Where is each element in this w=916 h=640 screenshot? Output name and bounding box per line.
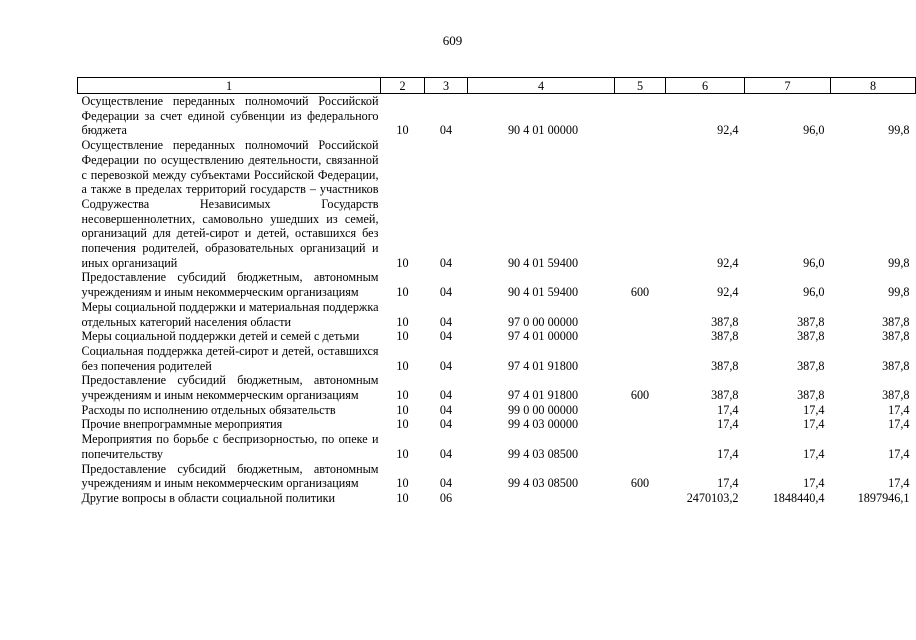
header-cell: 6 bbox=[666, 78, 745, 94]
amount-year-3: 17,4 bbox=[888, 417, 910, 432]
subsection-code: 04 bbox=[439, 255, 453, 270]
target-article-code: 97 4 01 00000 bbox=[507, 329, 579, 344]
amount-year-1: 17,4 bbox=[717, 446, 739, 461]
expense-name: Предоставление субсидий бюджетным, автономным учреждениям и иным некоммерческим организациям bbox=[81, 373, 379, 403]
amount-year-2: 17,4 bbox=[803, 446, 825, 461]
expense-name: Меры социальной поддержки детей и семей с детьми bbox=[81, 329, 360, 344]
target-article-code: 99 0 00 00000 bbox=[507, 402, 579, 417]
target-article-code: 97 0 00 00000 bbox=[507, 314, 579, 329]
section-code: 10 bbox=[396, 490, 409, 505]
target-article-code: 97 4 01 91800 bbox=[507, 388, 579, 403]
section-code: 10 bbox=[396, 358, 409, 373]
amount-year-2: 96,0 bbox=[803, 255, 825, 270]
header-cell: 2 bbox=[381, 78, 425, 94]
section-code: 10 bbox=[396, 417, 409, 432]
expense-name: Предоставление субсидий бюджетным, автономным учреждениям и иным некоммерческим организациям bbox=[81, 461, 379, 491]
target-article-code: 99 4 03 08500 bbox=[507, 446, 579, 461]
section-code: 10 bbox=[396, 123, 409, 138]
amount-year-1: 387,8 bbox=[711, 314, 739, 329]
expense-type-code bbox=[615, 329, 666, 344]
subsection-code: 04 bbox=[439, 402, 453, 417]
section-code: 10 bbox=[396, 255, 409, 270]
section-code: 10 bbox=[396, 329, 409, 344]
header-row bbox=[78, 78, 916, 94]
expense-name: Расходы по исполнению отдельных обязательств bbox=[81, 402, 336, 417]
subsection-code: 04 bbox=[439, 314, 453, 329]
subsection-code: 04 bbox=[439, 476, 453, 491]
amount-year-3: 17,4 bbox=[888, 446, 910, 461]
amount-year-3: 1897946,1 bbox=[857, 490, 910, 505]
amount-year-3: 387,8 bbox=[882, 329, 910, 344]
table-row bbox=[78, 138, 916, 270]
section-code: 10 bbox=[396, 446, 409, 461]
subsection-code: 04 bbox=[439, 123, 453, 138]
target-article-code: 99 4 03 08500 bbox=[507, 476, 579, 491]
expense-type-code bbox=[615, 94, 666, 139]
amount-year-3: 387,8 bbox=[882, 388, 910, 403]
amount-year-3: 17,4 bbox=[888, 476, 910, 491]
amount-year-2: 17,4 bbox=[803, 402, 825, 417]
table-body bbox=[78, 94, 916, 506]
subsection-code: 04 bbox=[439, 417, 453, 432]
table-row bbox=[78, 417, 916, 432]
header-cell: 7 bbox=[745, 78, 831, 94]
subsection-code: 04 bbox=[439, 388, 453, 403]
section-code: 10 bbox=[396, 388, 409, 403]
amount-year-2: 387,8 bbox=[797, 314, 825, 329]
amount-year-1: 17,4 bbox=[717, 476, 739, 491]
section-code: 10 bbox=[396, 285, 409, 300]
amount-year-2: 17,4 bbox=[803, 476, 825, 491]
target-article-code bbox=[468, 491, 615, 506]
amount-year-1: 92,4 bbox=[717, 285, 739, 300]
amount-year-2: 96,0 bbox=[803, 123, 825, 138]
header-cell: 3 bbox=[425, 78, 468, 94]
table-row bbox=[78, 344, 916, 373]
table-row bbox=[78, 403, 916, 418]
amount-year-1: 92,4 bbox=[717, 123, 739, 138]
amount-year-3: 387,8 bbox=[882, 358, 910, 373]
amount-year-1: 92,4 bbox=[717, 255, 739, 270]
amount-year-3: 17,4 bbox=[888, 402, 910, 417]
expense-name: Другие вопросы в области социальной политики bbox=[81, 490, 336, 505]
amount-year-1: 387,8 bbox=[711, 358, 739, 373]
expense-name: Мероприятия по борьбе с беспризорностью, по опеке и попечительству bbox=[81, 432, 379, 461]
amount-year-1: 2470103,2 bbox=[686, 490, 739, 505]
expense-type-code: 600 bbox=[630, 476, 650, 491]
section-code: 10 bbox=[396, 314, 409, 329]
subsection-code: 04 bbox=[439, 285, 453, 300]
subsection-code: 04 bbox=[439, 446, 453, 461]
section-code: 10 bbox=[396, 476, 409, 491]
page-number: 609 bbox=[442, 33, 463, 48]
target-article-code: 99 4 03 00000 bbox=[507, 417, 579, 432]
expense-name: Осуществление переданных полномочий Российской Федерации по осуществлению деятельности, связанной с перевозкой между субъектами Российской Федерации, а также в пределах территорий государств – участников Содружества Независимых Государств несовершеннолетних, самовольно ушедших из семей, организаций для детей-сирот и детей, оставшихся без попечения родителей, образовательных организаций и иных организаций bbox=[81, 138, 379, 270]
expense-type-code bbox=[615, 300, 666, 329]
expense-name: Меры социальной поддержки и материальная поддержка отдельных категорий населения области bbox=[81, 299, 379, 329]
budget-table bbox=[77, 77, 916, 506]
expense-type-code bbox=[615, 403, 666, 418]
amount-year-2: 96,0 bbox=[803, 285, 825, 300]
subsection-code: 04 bbox=[439, 358, 453, 373]
amount-year-3: 99,8 bbox=[888, 123, 910, 138]
expense-type-code bbox=[615, 432, 666, 461]
amount-year-2: 387,8 bbox=[797, 388, 825, 403]
amount-year-2: 387,8 bbox=[797, 329, 825, 344]
expense-name: Предоставление субсидий бюджетным, автономным учреждениям и иным некоммерческим организациям bbox=[81, 270, 379, 300]
expense-type-code bbox=[615, 138, 666, 270]
amount-year-1: 17,4 bbox=[717, 417, 739, 432]
table-row bbox=[78, 373, 916, 402]
header-cell: 5 bbox=[615, 78, 666, 94]
expense-name: Социальная поддержка детей-сирот и детей, оставшихся без попечения родителей bbox=[81, 343, 379, 373]
amount-year-1: 387,8 bbox=[711, 388, 739, 403]
table-header bbox=[78, 78, 916, 94]
table-row bbox=[78, 462, 916, 491]
target-article-code: 97 4 01 91800 bbox=[507, 358, 579, 373]
subsection-code: 06 bbox=[439, 490, 453, 505]
amount-year-2: 1848440,4 bbox=[772, 490, 825, 505]
expense-name: Прочие внепрограммные мероприятия bbox=[81, 417, 283, 432]
table-row bbox=[78, 491, 916, 506]
subsection-code: 04 bbox=[439, 329, 453, 344]
target-article-code: 90 4 01 59400 bbox=[507, 255, 579, 270]
table-row bbox=[78, 94, 916, 139]
section-code: 10 bbox=[396, 402, 409, 417]
amount-year-1: 17,4 bbox=[717, 402, 739, 417]
expense-name: Осуществление переданных полномочий Российской Федерации за счет единой субвенции из федерального бюджета bbox=[81, 94, 379, 138]
amount-year-3: 99,8 bbox=[888, 285, 910, 300]
table-row bbox=[78, 432, 916, 461]
expense-type-code bbox=[615, 344, 666, 373]
amount-year-3: 99,8 bbox=[888, 255, 910, 270]
header-cell: 8 bbox=[831, 78, 916, 94]
amount-year-2: 387,8 bbox=[797, 358, 825, 373]
target-article-code: 90 4 01 59400 bbox=[507, 285, 579, 300]
target-article-code: 90 4 01 00000 bbox=[507, 123, 579, 138]
amount-year-3: 387,8 bbox=[882, 314, 910, 329]
header-cell: 4 bbox=[468, 78, 615, 94]
table-row bbox=[78, 329, 916, 344]
table-row bbox=[78, 270, 916, 299]
amount-year-2: 17,4 bbox=[803, 417, 825, 432]
amount-year-1: 387,8 bbox=[711, 329, 739, 344]
header-cell: 1 bbox=[78, 78, 381, 94]
expense-type-code bbox=[615, 417, 666, 432]
expense-type-code: 600 bbox=[630, 285, 650, 300]
expense-type-code bbox=[615, 491, 666, 506]
table-row bbox=[78, 300, 916, 329]
expense-type-code: 600 bbox=[630, 388, 650, 403]
